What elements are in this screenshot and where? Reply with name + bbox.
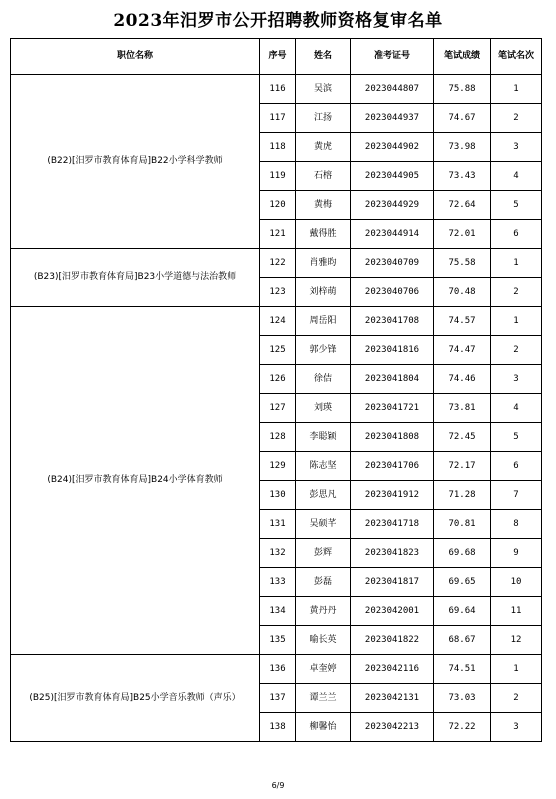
written-rank-cell: 1 — [491, 655, 542, 684]
table-body — [11, 75, 542, 742]
written-rank-cell: 3 — [491, 133, 542, 162]
seq-no-cell: 123 — [260, 278, 296, 307]
written-score-cell: 72.01 — [434, 220, 491, 249]
written-score-cell: 73.03 — [434, 684, 491, 713]
written-rank-cell: 2 — [491, 336, 542, 365]
header-written-rank: 笔试名次 — [491, 39, 542, 75]
written-rank-cell: 4 — [491, 394, 542, 423]
written-score-cell: 70.81 — [434, 510, 491, 539]
candidate-name-cell: 黄虎 — [296, 133, 351, 162]
written-score-cell: 73.43 — [434, 162, 491, 191]
header-name: 姓名 — [296, 39, 351, 75]
candidate-name-cell: 李聪颖 — [296, 423, 351, 452]
ticket-no-cell: 2023041721 — [351, 394, 434, 423]
header-position: 职位名称 — [11, 39, 260, 75]
written-score-cell: 74.51 — [434, 655, 491, 684]
ticket-no-cell: 2023044914 — [351, 220, 434, 249]
page-number: 6/9 — [271, 781, 285, 790]
ticket-no-cell: 2023042131 — [351, 684, 434, 713]
written-score-cell: 74.67 — [434, 104, 491, 133]
written-rank-cell: 9 — [491, 539, 542, 568]
ticket-no-cell: 2023041718 — [351, 510, 434, 539]
candidate-name-cell: 吴滨 — [296, 75, 351, 104]
table-row — [11, 307, 542, 336]
written-rank-cell: 10 — [491, 568, 542, 597]
candidate-name-cell: 彭磊 — [296, 568, 351, 597]
written-rank-cell: 2 — [491, 684, 542, 713]
ticket-no-cell: 2023041706 — [351, 452, 434, 481]
written-score-cell: 68.67 — [434, 626, 491, 655]
page-title: 2023年汨罗市公开招聘教师资格复审名单 — [113, 11, 443, 31]
ticket-no-cell: 2023041817 — [351, 568, 434, 597]
header-ticket-no: 准考证号 — [351, 39, 434, 75]
seq-no-cell: 125 — [260, 336, 296, 365]
seq-no-cell: 136 — [260, 655, 296, 684]
seq-no-cell: 132 — [260, 539, 296, 568]
seq-no-cell: 127 — [260, 394, 296, 423]
ticket-no-cell: 2023044807 — [351, 75, 434, 104]
candidate-name-cell: 徐佶 — [296, 365, 351, 394]
seq-no-cell: 129 — [260, 452, 296, 481]
candidate-name-cell: 周岳阳 — [296, 307, 351, 336]
candidate-name-cell: 刘瑛 — [296, 394, 351, 423]
written-rank-cell: 3 — [491, 365, 542, 394]
seq-no-cell: 124 — [260, 307, 296, 336]
candidate-name-cell: 吴硕芊 — [296, 510, 351, 539]
candidate-name-cell: 喻长英 — [296, 626, 351, 655]
written-rank-cell: 6 — [491, 220, 542, 249]
candidate-name-cell: 彭思凡 — [296, 481, 351, 510]
seq-no-cell: 126 — [260, 365, 296, 394]
written-score-cell: 72.17 — [434, 452, 491, 481]
seq-no-cell: 121 — [260, 220, 296, 249]
candidate-name-cell: 彭辉 — [296, 539, 351, 568]
seq-no-cell: 134 — [260, 597, 296, 626]
position-name-cell: (B22)[汨罗市教育体育局]B22小学科学教师 — [11, 75, 260, 249]
written-rank-cell: 1 — [491, 75, 542, 104]
ticket-no-cell: 2023042116 — [351, 655, 434, 684]
candidate-name-cell: 黄丹丹 — [296, 597, 351, 626]
candidate-name-cell: 黄梅 — [296, 191, 351, 220]
table-row — [11, 249, 542, 278]
candidate-name-cell: 谭兰兰 — [296, 684, 351, 713]
written-score-cell: 73.81 — [434, 394, 491, 423]
written-score-cell: 73.98 — [434, 133, 491, 162]
written-rank-cell: 1 — [491, 249, 542, 278]
candidate-name-cell: 陈志坚 — [296, 452, 351, 481]
position-name-cell: (B24)[汨罗市教育体育局]B24小学体育教师 — [11, 307, 260, 655]
written-score-cell: 74.47 — [434, 336, 491, 365]
seq-no-cell: 117 — [260, 104, 296, 133]
ticket-no-cell: 2023044937 — [351, 104, 434, 133]
written-rank-cell: 5 — [491, 191, 542, 220]
written-score-cell: 72.22 — [434, 713, 491, 742]
ticket-no-cell: 2023044905 — [351, 162, 434, 191]
candidate-name-cell: 卓奎婷 — [296, 655, 351, 684]
ticket-no-cell: 2023041912 — [351, 481, 434, 510]
written-score-cell: 70.48 — [434, 278, 491, 307]
written-rank-cell: 6 — [491, 452, 542, 481]
written-rank-cell: 5 — [491, 423, 542, 452]
seq-no-cell: 137 — [260, 684, 296, 713]
written-rank-cell: 1 — [491, 307, 542, 336]
candidate-name-cell: 肖雅昀 — [296, 249, 351, 278]
written-score-cell: 74.57 — [434, 307, 491, 336]
ticket-no-cell: 2023042213 — [351, 713, 434, 742]
position-name-cell: (B25)[汨罗市教育体育局]B25小学音乐教师（声乐） — [11, 655, 260, 742]
written-score-cell: 72.45 — [434, 423, 491, 452]
candidate-name-cell: 刘梓萌 — [296, 278, 351, 307]
candidate-name-cell: 石榕 — [296, 162, 351, 191]
header-seq-no: 序号 — [260, 39, 296, 75]
seq-no-cell: 133 — [260, 568, 296, 597]
seq-no-cell: 122 — [260, 249, 296, 278]
seq-no-cell: 135 — [260, 626, 296, 655]
position-name-cell: (B23)[汨罗市教育体育局]B23小学道德与法治教师 — [11, 249, 260, 307]
candidate-name-cell: 郭少锋 — [296, 336, 351, 365]
candidate-name-cell: 柳馨怡 — [296, 713, 351, 742]
seq-no-cell: 130 — [260, 481, 296, 510]
written-score-cell: 75.58 — [434, 249, 491, 278]
seq-no-cell: 118 — [260, 133, 296, 162]
written-score-cell: 75.88 — [434, 75, 491, 104]
seq-no-cell: 131 — [260, 510, 296, 539]
ticket-no-cell: 2023040709 — [351, 249, 434, 278]
table-row — [11, 75, 542, 104]
seq-no-cell: 128 — [260, 423, 296, 452]
written-rank-cell: 3 — [491, 713, 542, 742]
candidate-name-cell: 江扬 — [296, 104, 351, 133]
written-score-cell: 72.64 — [434, 191, 491, 220]
seq-no-cell: 116 — [260, 75, 296, 104]
written-score-cell: 74.46 — [434, 365, 491, 394]
candidate-name-cell: 戴得胜 — [296, 220, 351, 249]
ticket-no-cell: 2023042001 — [351, 597, 434, 626]
written-rank-cell: 7 — [491, 481, 542, 510]
written-score-cell: 69.68 — [434, 539, 491, 568]
written-rank-cell: 2 — [491, 278, 542, 307]
seq-no-cell: 120 — [260, 191, 296, 220]
written-score-cell: 69.64 — [434, 597, 491, 626]
ticket-no-cell: 2023041816 — [351, 336, 434, 365]
ticket-no-cell: 2023041822 — [351, 626, 434, 655]
written-rank-cell: 8 — [491, 510, 542, 539]
table-header-row — [11, 39, 542, 75]
written-rank-cell: 12 — [491, 626, 542, 655]
written-rank-cell: 11 — [491, 597, 542, 626]
header-written-score: 笔试成绩 — [434, 39, 491, 75]
ticket-no-cell: 2023041823 — [351, 539, 434, 568]
written-score-cell: 71.28 — [434, 481, 491, 510]
table-row — [11, 655, 542, 684]
seq-no-cell: 119 — [260, 162, 296, 191]
ticket-no-cell: 2023044929 — [351, 191, 434, 220]
written-rank-cell: 2 — [491, 104, 542, 133]
ticket-no-cell: 2023041808 — [351, 423, 434, 452]
review-list-table — [10, 38, 542, 742]
ticket-no-cell: 2023041804 — [351, 365, 434, 394]
ticket-no-cell: 2023044902 — [351, 133, 434, 162]
written-score-cell: 69.65 — [434, 568, 491, 597]
seq-no-cell: 138 — [260, 713, 296, 742]
ticket-no-cell: 2023040706 — [351, 278, 434, 307]
ticket-no-cell: 2023041708 — [351, 307, 434, 336]
written-rank-cell: 4 — [491, 162, 542, 191]
